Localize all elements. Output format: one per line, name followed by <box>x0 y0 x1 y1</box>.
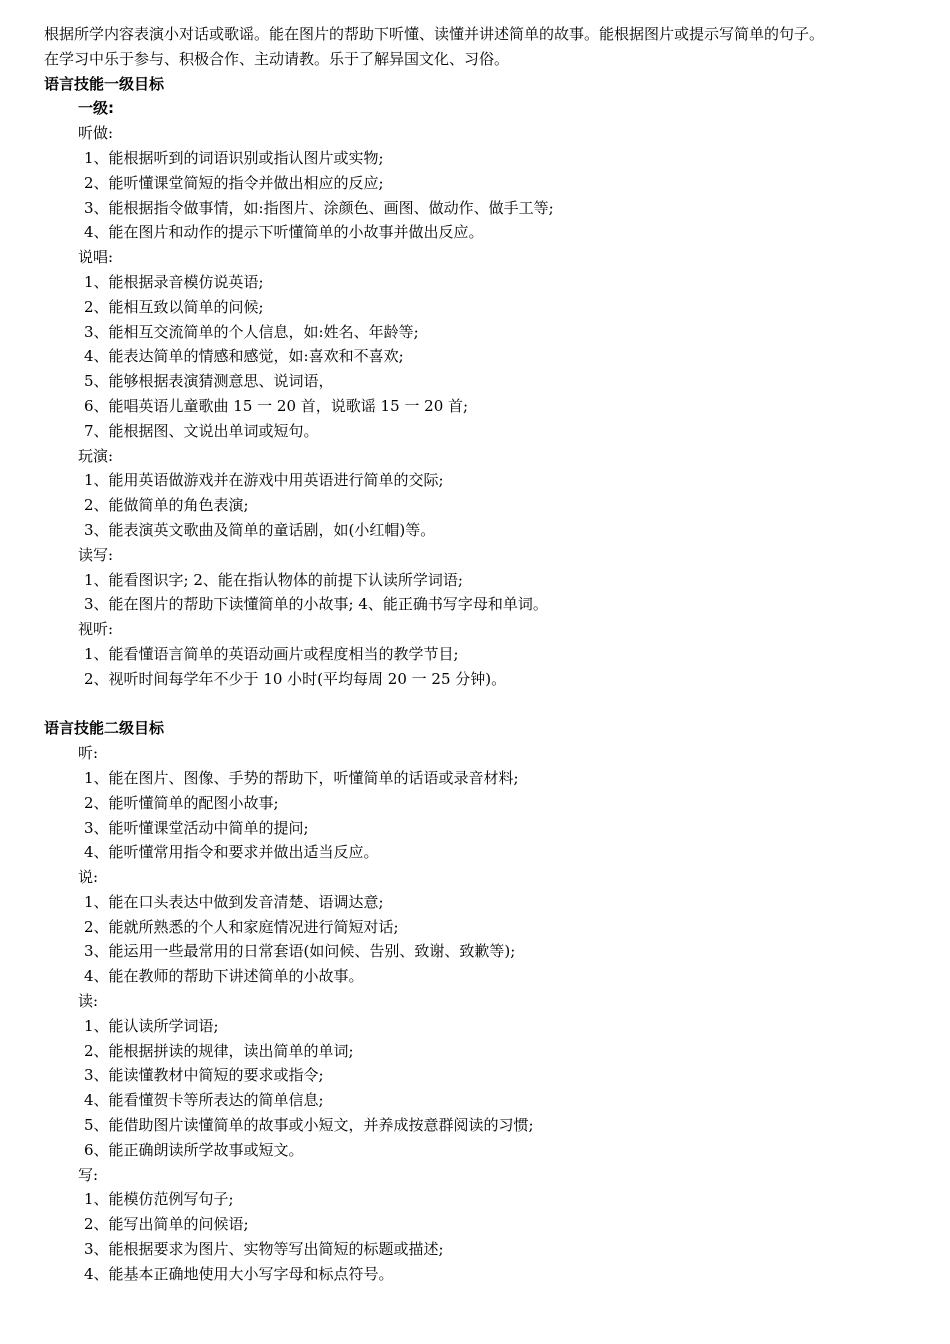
list-item: 1、能在图片、图像、手势的帮助下，听懂简单的话语或录音材料; <box>84 768 519 787</box>
list-item: 2、能写出简单的问候语; <box>84 1215 249 1234</box>
list-item: 1、能根据听到的词语识别或指认图片或实物; <box>84 148 384 167</box>
blank-line <box>44 692 920 717</box>
level1-title: 语言技能一级目标 <box>44 74 165 93</box>
list-item: 3、能读懂教材中简短的要求或指令; <box>84 1066 324 1085</box>
section-heading: 读写: <box>78 545 114 564</box>
list-item: 1、能看懂语言简单的英语动画片或程度相当的教学节目; <box>84 644 459 663</box>
list-item: 4、能在教师的帮助下讲述简单的小故事。 <box>84 967 364 986</box>
list-item: 1、能看图识字; 2、能在指认物体的前提下认读所学词语; <box>84 570 463 589</box>
list-item: 7、能根据图、文说出单词或短句。 <box>84 421 319 440</box>
list-item: 5、能够根据表演猜测意思、说词语， <box>84 372 334 391</box>
list-item: 2、能相互致以简单的问候; <box>84 297 264 316</box>
list-item: 4、能听懂常用指令和要求并做出适当反应。 <box>84 843 379 862</box>
list-item: 2、能根据拼读的规律，读出简单的单词; <box>84 1041 354 1060</box>
section-heading: 听做: <box>78 124 114 143</box>
list-item: 2、能做简单的角色表演; <box>84 496 249 515</box>
list-item: 2、能就所熟悉的个人和家庭情况进行简短对话; <box>84 917 399 936</box>
section-heading: 说唱: <box>78 248 114 267</box>
intro-line: 根据所学内容表演小对话或歌谣。能在图片的帮助下听懂、读懂并讲述简单的故事。能根据图片或提示写简单的句子。 <box>44 25 825 43</box>
section-heading: 玩演: <box>78 446 114 465</box>
list-item: 3、能表演英文歌曲及简单的童话剧，如(小红帽)等。 <box>84 520 436 539</box>
list-item: 4、能看懂贺卡等所表达的简单信息; <box>84 1091 324 1110</box>
list-item: 2、视听时间每学年不少于 10 小时(平均每周 20 一 25 分钟)。 <box>84 669 507 688</box>
list-item: 1、能根据录音模仿说英语; <box>84 272 264 291</box>
list-item: 3、能在图片的帮助下读懂简单的小故事; 4、能正确书写字母和单词。 <box>84 595 548 614</box>
section-heading: 视听: <box>78 620 114 639</box>
list-item: 6、能唱英语儿童歌曲 15 一 20 首，说歌谣 15 一 20 首; <box>84 396 469 415</box>
section-heading: 说: <box>78 868 99 887</box>
list-item: 2、能听懂简单的配图小故事; <box>84 793 279 812</box>
level2-title: 语言技能二级目标 <box>44 719 165 738</box>
section-heading: 听: <box>78 744 99 763</box>
list-item: 1、能用英语做游戏并在游戏中用英语进行简单的交际; <box>84 471 444 490</box>
section-heading: 写: <box>78 1165 99 1184</box>
intro-line: 在学习中乐于参与、积极合作、主动请教。乐于了解异国文化、习俗。 <box>44 49 510 68</box>
list-item: 1、能在口头表达中做到发音清楚、语调达意; <box>84 892 384 911</box>
list-item: 3、能相互交流简单的个人信息，如:姓名、年龄等; <box>84 322 419 341</box>
level1-subtitle: 一级: <box>78 99 114 118</box>
list-item: 5、能借助图片读懂简单的故事或小短文，并养成按意群阅读的习惯; <box>84 1116 534 1135</box>
list-item: 4、能表达简单的情感和感觉，如:喜欢和不喜欢; <box>84 347 404 366</box>
list-item: 3、能听懂课堂活动中简单的提问; <box>84 818 309 837</box>
list-item: 3、能根据要求为图片、实物等写出简短的标题或描述; <box>84 1240 444 1259</box>
list-item: 4、能在图片和动作的提示下听懂简单的小故事并做出反应。 <box>84 223 484 242</box>
list-item: 1、能认读所学词语; <box>84 1016 219 1035</box>
list-item: 1、能模仿范例写句子; <box>84 1190 234 1209</box>
section-heading: 读: <box>78 992 99 1011</box>
list-item: 3、能根据指令做事情，如:指图片、涂颜色、画图、做动作、做手工等; <box>84 198 554 217</box>
list-item: 6、能正确朗读所学故事或短文。 <box>84 1140 304 1159</box>
list-item: 2、能听懂课堂简短的指令并做出相应的反应; <box>84 173 384 192</box>
list-item: 3、能运用一些最常用的日常套语(如问候、告别、致谢、致歉等); <box>84 942 516 961</box>
list-item: 4、能基本正确地使用大小写字母和标点符号。 <box>84 1264 394 1283</box>
